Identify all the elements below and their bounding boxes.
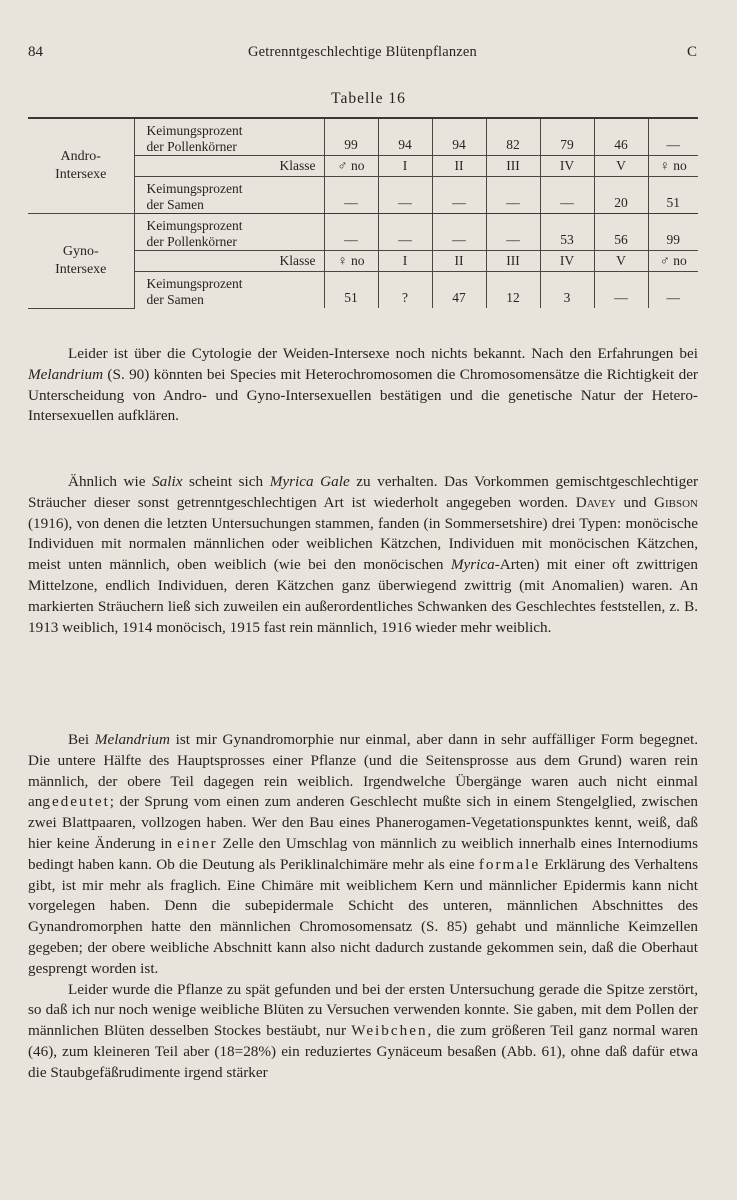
row-label: Keimungsprozent der Samen (134, 272, 324, 309)
table-cell: 47 (432, 272, 486, 309)
text-block-1 (28, 344, 698, 427)
table-cell: ♀ no (324, 251, 378, 272)
table-cell: V (594, 156, 648, 177)
table-cell: — (648, 272, 698, 309)
signature-mark: C (686, 44, 697, 60)
table-cell: III (486, 156, 540, 177)
table-cell: 53 (540, 214, 594, 251)
table-cell: 82 (486, 118, 540, 156)
table-cell: — (324, 177, 378, 214)
table-cell: 79 (540, 118, 594, 156)
table-cell: 46 (594, 118, 648, 156)
table-cell: IV (540, 251, 594, 272)
paragraph-2: Ähnlich wie Salix scheint sich Myrica Gale zu verhalten. Das Vorkommen gemischtgeschlechtiger Sträucher dieser sonst getrenntgeschlechtigen Art ist wiederholt angegeben worden. Davey und Gibson (1916), von denen die letzten Untersuchungen stammen, fanden (in Sommersetshire) drei Typen: monöcische Individuen mit normalen männlichen oder weiblichen Kätzchen, Individuen mit monöcischen Kätzchen, meist unten männlich, oben weiblich (wie bei den monöcischen Myrica-Arten) mit einer oft zwittrigen Mittelzone, endlich Individuen, deren Kätzchen ganz überwiegend zwittrig (mit Anomalien) waren. An markierten Sträuchern ließ sich zuweilen ein außerordentliches Schwanken des Geschlechtes feststellen, z. B. 1913 weiblich, 1914 monöcisch, 1915 fast rein männlich, 1916 wieder mehr weiblich. (28, 473, 699, 636)
table-cell: I (378, 156, 432, 177)
data-table (28, 117, 698, 309)
table-cell: 99 (648, 214, 698, 251)
paragraph-3: Bei Melandrium ist mir Gynandromorphie nur einmal, aber dann in sehr auffälliger Form begegnet. Die untere Hälfte des Hauptsprosses einer Pflanze (und die Seitensprosse aus dem Grund) waren rein männlich, der obere Teil dagegen rein weiblich. Irgendwelche Übergänge waren auch nicht einmal angedeutet; der Sprung vom einen zum anderen Geschlecht mußte sich in einem Stengelglied, zwischen zwei Blattpaaren, vollzogen haben. Wer den Bau eines Phanerogamen-Vegetationspunktes kennt, weiß, daß hier keine Änderung in einer Zelle den Umschlag von männlich zu weiblich innerhalb eines Internodiums bedingt haben kann. Ob die Deutung als Periklinalchimäre mehr als eine formale Erklärung des Verhaltens gibt, ist mir mehr als fraglich. Eine Chimäre mit weiblichem Kern und männlicher Epidermis kann nicht vorgelegen haben. Denn die subepidermale Schicht des unteren, männlichen Abschnittes des Gynandromorphen hatte den männlichen Chromosomensatz (S. 85) gehabt und männliche Keimzellen gegeben; der obere weibliche Abschnitt kann also nicht dadurch zustande gekommen sein, daß die Oberhaut gesprengt worden ist. (28, 731, 699, 977)
table-cell: — (594, 272, 648, 309)
table-cell: ♀ no (648, 156, 698, 177)
table-cell: — (648, 118, 698, 156)
table-caption: Tabelle 16 (331, 90, 406, 107)
table-cell: — (378, 177, 432, 214)
table-cell: — (486, 214, 540, 251)
table-cell: 99 (324, 118, 378, 156)
table-cell: II (432, 156, 486, 177)
table-cell: — (540, 177, 594, 214)
table-cell: 56 (594, 214, 648, 251)
group-label: Gyno- Intersexe (28, 214, 134, 309)
text-block-2 (28, 472, 698, 638)
table-cell: III (486, 251, 540, 272)
page-number: 84 (28, 44, 43, 60)
table-cell: IV (540, 156, 594, 177)
table-cell: 94 (432, 118, 486, 156)
row-label: Keimungsprozent der Pollenkörner (134, 214, 324, 251)
table-cell: — (432, 214, 486, 251)
table-cell: — (432, 177, 486, 214)
group-label: Andro- Intersexe (28, 118, 134, 214)
table-cell: 3 (540, 272, 594, 309)
table-row (28, 118, 698, 156)
table-cell: 20 (594, 177, 648, 214)
page-header (28, 44, 697, 68)
table-cell: 94 (378, 118, 432, 156)
running-title: Getrenntgeschlechtige Blütenpflanzen (247, 44, 478, 60)
row-label: Klasse (134, 156, 324, 177)
table-cell: ♂ no (648, 251, 698, 272)
row-label: Klasse (134, 251, 324, 272)
table-cell: 51 (648, 177, 698, 214)
table-cell: 51 (324, 272, 378, 309)
table-row (28, 214, 698, 251)
paragraph-4: Leider wurde die Pflanze zu spät gefunden und bei der ersten Untersuchung gerade die Spitze zerstört, so daß ich nur noch wenige weibliche Blüten zu Versuchen verwenden konnte. Sie gaben, mit dem Pollen der männlichen Blüten desselben Stockes bestäubt, nur Weibchen, die zum größeren Teil ganz normal waren (46), zum kleineren Teil aber (18=28%) ein reduziertes Gynäceum besaßen (Abb. 61), ohne daß dafür etwa die Staubgefäßrudimente irgend stärker (28, 980, 698, 1081)
table-cell: 12 (486, 272, 540, 309)
row-label: Keimungsprozent der Pollenkörner (134, 118, 324, 156)
table-cell: V (594, 251, 648, 272)
table-cell: ? (378, 272, 432, 309)
paragraph-1: Leider ist über die Cytologie der Weiden-Intersexe noch nichts bekannt. Nach den Erfahrungen bei Melandrium (S. 90) könnten bei Species mit Heterochromosomen die Chromosomensätze die Richtigkeit der Unterscheidung von Andro- und Gyno-Intersexuellen bestätigen und die genetische Natur der Hetero-Intersexuellen aufklären. (28, 345, 698, 425)
table-cell: — (378, 214, 432, 251)
table-cell: I (378, 251, 432, 272)
row-label: Keimungsprozent der Samen (134, 177, 324, 214)
table-cell: — (324, 214, 378, 251)
table-cell: ♂ no (324, 156, 378, 177)
table-cell: II (432, 251, 486, 272)
text-block-3 (28, 730, 698, 1084)
table-cell: — (486, 177, 540, 214)
